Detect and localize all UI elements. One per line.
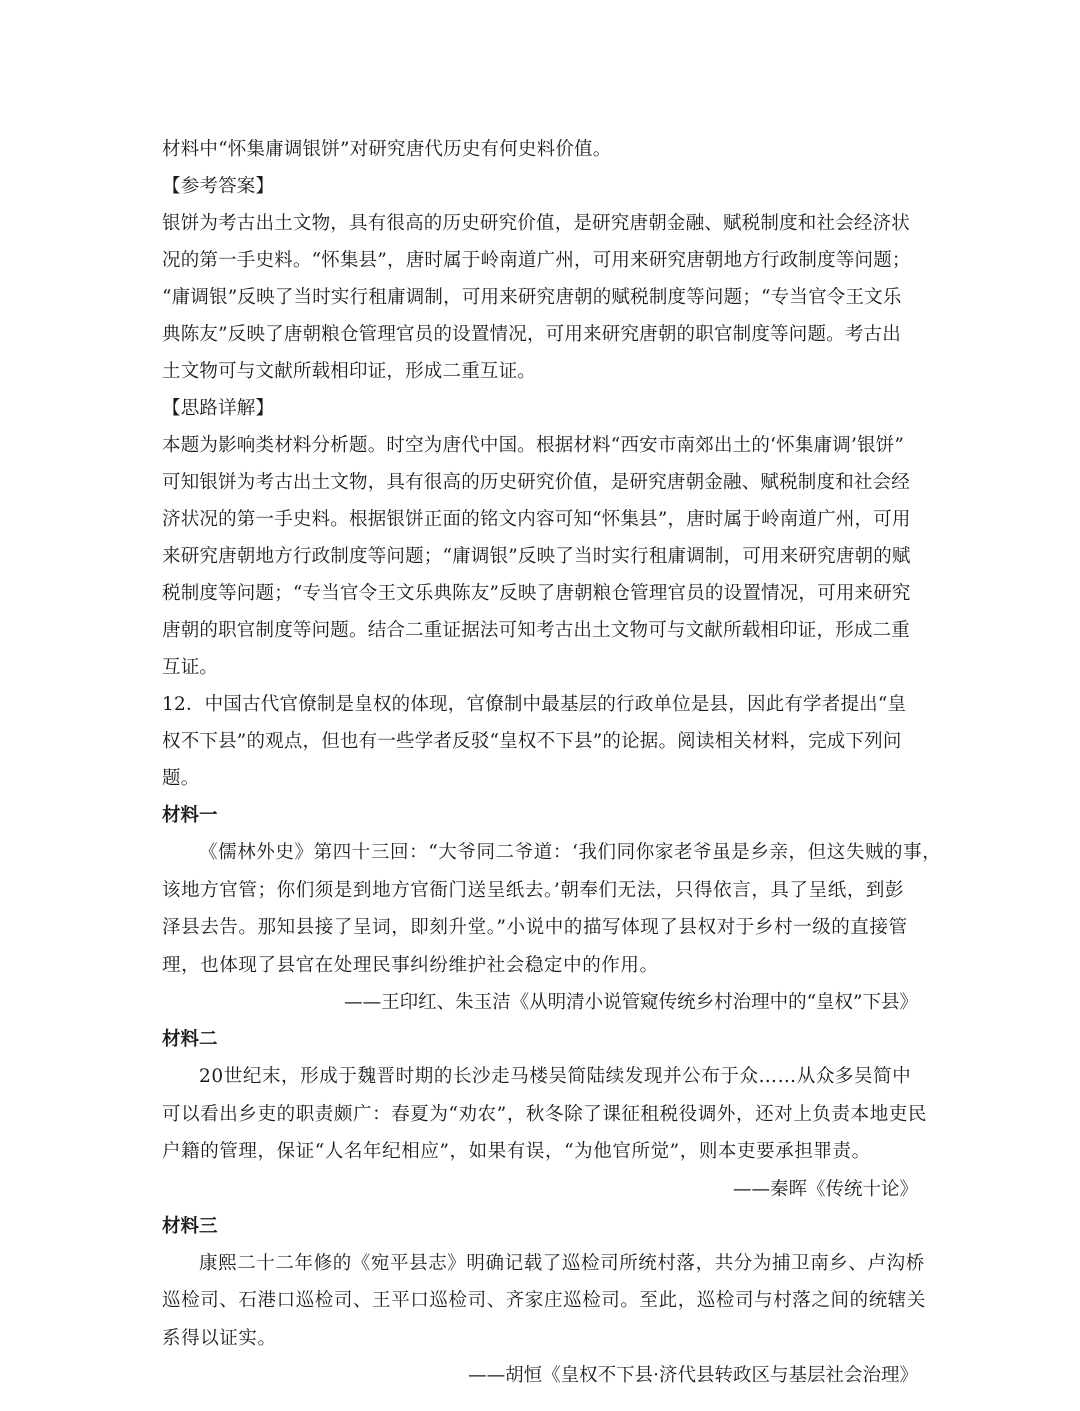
q11-question: 材料中“怀集庸调银饼”对研究唐代历史有何史料价值。 (162, 139, 612, 160)
material-line: 康熙二十二年修的《宛平县志》明确记载了巡检司所统村落，共分为捕卫南乡、卢沟桥 (199, 1252, 925, 1274)
answer-paragraph (162, 205, 920, 390)
answer-heading: 【参考答案】 (162, 176, 275, 197)
material-title: 材料三 (162, 1215, 218, 1237)
material-3 (162, 1208, 927, 1395)
material-line: 系得以证实。 (162, 1327, 277, 1349)
analysis-line: 唐朝的职官制度等问题。结合二重证据法可知考古出土文物可与文献所载相印证，形成二重 (162, 620, 911, 641)
material-line: 理，也体现了县官在处理民事纠纷维护社会稳定中的作用。 (162, 954, 659, 976)
material-2 (162, 1021, 928, 1208)
material-source: ——胡恒《皇权不下县·济代县转政区与基层社会治理》 (468, 1365, 918, 1386)
q12-stem-line: 12．中国古代官僚制是皇权的体现，官僚制中最基层的行政单位是县，因此有学者提出“皇 (162, 694, 907, 715)
material-source: ——秦晖《传统十论》 (732, 1178, 918, 1200)
answer-line: 典陈友”反映了唐朝粮仓管理官员的设置情况，可用来研究唐朝的职官制度等问题。考古出 (162, 324, 901, 345)
analysis-line: 税制度等问题；“专当官令王文乐典陈友”反映了唐朝粮仓管理官员的设置情况，可用来研究 (162, 583, 911, 604)
analysis-paragraph (162, 427, 920, 686)
material-line: 《儒林外史》第四十三回：“大爷同二爷道：‘我们同你家老爷虽是乡亲，但这失贼的事， (199, 842, 942, 863)
q12-stem-line: 题。 (162, 768, 200, 789)
analysis-line: 来研究唐朝地方行政制度等问题；“庸调银”反映了当时实行租庸调制，可用来研究唐朝的赋 (162, 546, 911, 567)
material-title: 材料一 (162, 805, 218, 826)
q12-stem (162, 686, 920, 797)
document-page (162, 131, 942, 1394)
material-line: 户籍的管理，保证“人名年纪相应”，如果有误，“为他官所觉”，则本吏要承担罪责。 (162, 1141, 871, 1162)
material-1 (162, 797, 942, 1021)
analysis-heading: 【思路详解】 (162, 398, 275, 419)
material-title: 材料二 (162, 1029, 218, 1050)
material-line: 可以看出乡吏的职责颇广：春夏为“劝农”，秋冬除了课征租税役调外，还对上负责本地吏民 (162, 1103, 928, 1125)
material-line: 泽县去告。那知县接了呈词，即刻升堂。”小说中的描写体现了县权对于乡村一级的直接管 (162, 917, 908, 938)
material-line: 20世纪末，形成于魏晋时期的长沙走马楼吴简陆续发现并公布于众……从众多吴简中 (199, 1066, 912, 1087)
analysis-line: 济状况的第一手史料。根据银饼正面的铭文内容可知“怀集县”，唐时属于岭南道广州，可用 (162, 509, 911, 530)
analysis-line: 可知银饼为考古出土文物，具有很高的历史研究价值，是研究唐朝金融、赋税制度和社会经 (162, 472, 911, 493)
material-line: 巡检司、石港口巡检司、王平口巡检司、齐家庄巡检司。至此，巡检司与村落之间的统辖关 (162, 1290, 927, 1311)
answer-line: 银饼为考古出土文物，具有很高的历史研究价值，是研究唐朝金融、赋税制度和社会经济状 (162, 213, 911, 234)
analysis-line: 本题为影响类材料分析题。时空为唐代中国。根据材料“西安市南郊出土的‘怀集庸调’银饼” (162, 435, 905, 456)
q12-stem-line: 权不下县”的观点，但也有一些学者反驳“皇权不下县”的论据。阅读相关材料，完成下列问 (162, 731, 902, 752)
answer-line: 况的第一手史料。“怀集县”，唐时属于岭南道广州，可用来研究唐朝地方行政制度等问题； (162, 250, 911, 271)
answer-line: “庸调银”反映了当时实行租庸调制，可用来研究唐朝的赋税制度等问题；“专当官令王文乐 (162, 287, 902, 308)
material-source: ——王印红、朱玉洁《从明清小说管窥传统乡村治理中的“皇权”下县》 (344, 992, 918, 1013)
answer-line: 土文物可与文献所载相印证，形成二重互证。 (162, 361, 537, 382)
material-line: 该地方官管；你们须是到地方官衙门送呈纸去。’朝奉们无法，只得依言，具了呈纸，到彭 (162, 879, 905, 901)
analysis-line: 互证。 (162, 657, 219, 678)
